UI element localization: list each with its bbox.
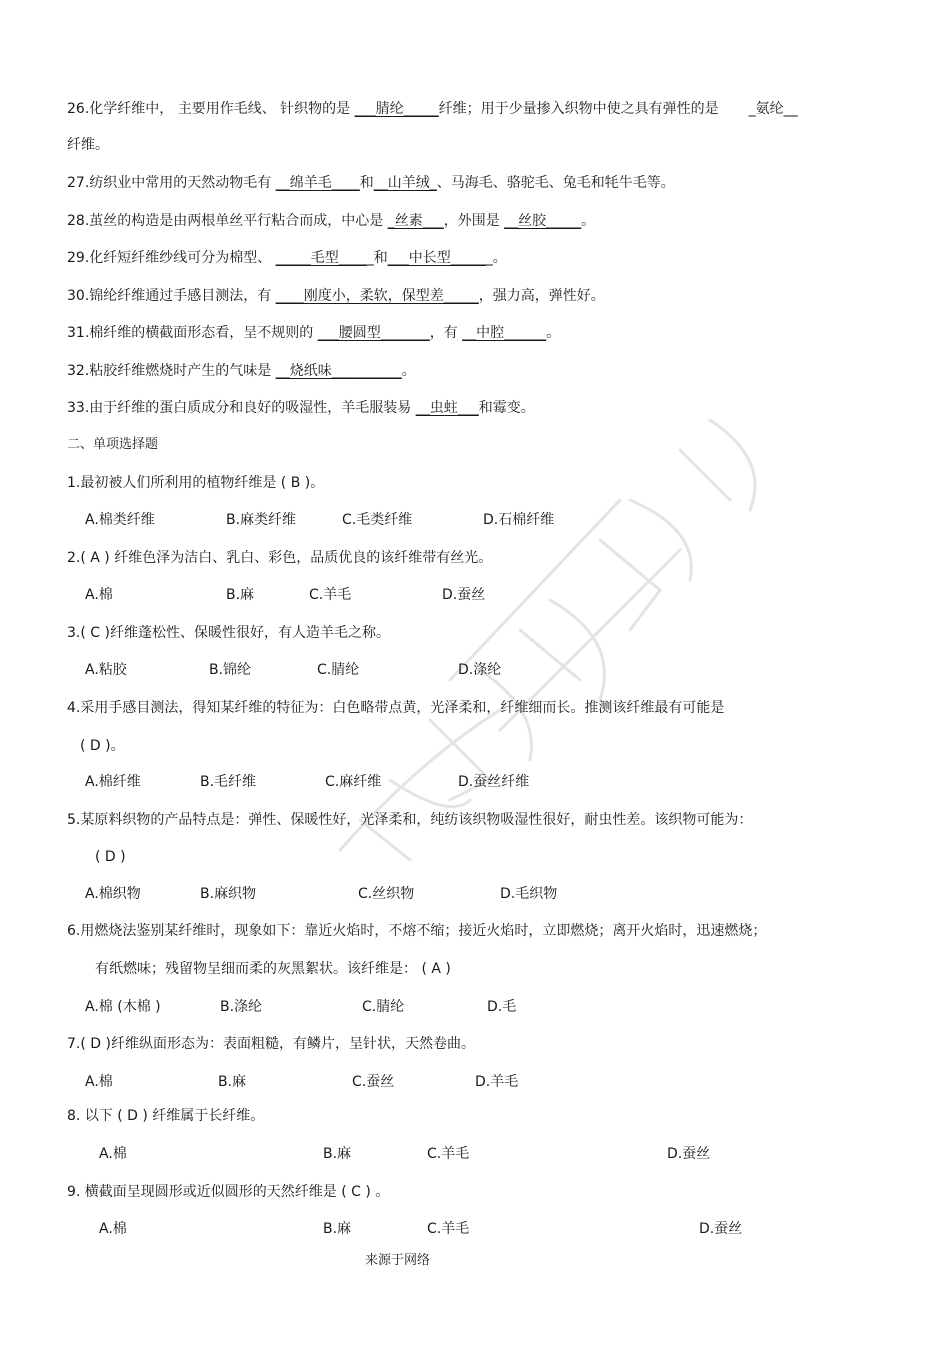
option-a: A.棉类纤维	[85, 512, 155, 528]
option-a: A.粘胶	[85, 662, 127, 678]
question-number: 31.	[67, 325, 90, 341]
option-a: A.棉	[99, 1221, 127, 1237]
fill-question-29	[67, 249, 507, 267]
answer-blank: _____毛型____	[275, 250, 367, 266]
choice-question-9: 9. 横截面呈现圆形或近似圆形的天然纤维是 ( C ) 。	[67, 1184, 390, 1200]
option-a: A.棉	[85, 1074, 113, 1090]
option-c: C.麻纤维	[325, 774, 382, 790]
fill-question-27	[67, 174, 675, 192]
answer-blank: __丝胶_____	[504, 213, 582, 229]
option-a: A.棉	[99, 1146, 127, 1162]
option-b: B.麻类纤维	[226, 512, 297, 528]
answer-blank: ____刚度小，柔软，保型差_____	[275, 288, 479, 304]
answer-blank: __虫蛀___	[415, 400, 479, 416]
question-text: 纤维。	[67, 137, 109, 153]
option-d: D.蚕丝	[667, 1146, 711, 1162]
question-number: 27.	[67, 175, 90, 191]
option-a: A.棉纤维	[85, 774, 141, 790]
question-text: 锦纶纤维通过手感目测法，有	[89, 288, 276, 304]
question-text: 、马海毛、骆驼毛、兔毛和牦牛毛等。	[436, 175, 675, 191]
option-b: B.麻	[323, 1146, 352, 1162]
fill-question-30	[67, 287, 605, 305]
option-c: C.羊毛	[427, 1221, 470, 1237]
question-number: 30.	[67, 288, 90, 304]
question-text: 纤维；用于少量掺入织物中使之具有弹性的是	[438, 101, 719, 117]
question-text: ，有	[429, 325, 463, 341]
option-d: D.蚕丝	[699, 1221, 743, 1237]
question-text: 棉纤维的横截面形态看，呈不规则的	[89, 325, 318, 341]
option-b: B.麻织物	[200, 886, 257, 902]
question-text: 粘胶纤维燃烧时产生的气味是	[89, 363, 276, 379]
fill-question-26	[67, 100, 798, 118]
option-d: D.羊毛	[475, 1074, 519, 1090]
option-d: D.毛织物	[500, 886, 558, 902]
question-text: _和	[366, 250, 388, 266]
answer-blank: _氨纶__	[748, 101, 798, 117]
choice-question-2: 2.( A ) 纤维色泽为洁白、乳白、彩色，品质优良的该纤维带有丝光。	[67, 550, 493, 566]
question-text: 和霉变。	[478, 400, 535, 416]
answer-blank: __绵羊毛____	[275, 175, 360, 191]
question-text: 化学纤维中， 主要用作毛线、 针织物的是	[89, 101, 355, 117]
answer-blank: ___腰圆型_______	[317, 325, 430, 341]
option-c: C.蚕丝	[352, 1074, 395, 1090]
page-footer: 来源于网络	[365, 1253, 431, 1268]
question-number: 26.	[67, 101, 90, 117]
question-number: 28.	[67, 213, 90, 229]
question-text: ，外围是	[443, 213, 505, 229]
question-text: 。	[401, 363, 416, 379]
option-c: C.腈纶	[362, 999, 405, 1015]
option-b: B.毛纤维	[200, 774, 257, 790]
fill-question-31	[67, 324, 560, 342]
fill-question-28	[67, 212, 595, 230]
option-b: B.麻	[218, 1074, 247, 1090]
option-d: D.石棉纤维	[483, 512, 555, 528]
question-number: 33.	[67, 400, 90, 416]
fill-question-32	[67, 362, 416, 380]
fill-question-26-cont	[67, 136, 109, 154]
option-b: B.涤纶	[220, 999, 263, 1015]
choice-question-5-answer: ( D )	[95, 849, 126, 865]
choice-question-6-cont: 有纸燃味；残留物呈细而柔的灰黑絮状。该纤维是： ( A )	[95, 961, 451, 977]
choice-question-4-answer: ( D )。	[80, 738, 125, 754]
answer-blank: __中腔______	[462, 325, 547, 341]
fill-question-33	[67, 399, 535, 417]
option-d: D.毛	[487, 999, 517, 1015]
option-b: B.锦纶	[209, 662, 252, 678]
answer-blank: __山羊绒_	[373, 175, 437, 191]
answer-blank: ___腈纶_____	[354, 101, 439, 117]
choice-question-6: 6.用燃烧法鉴别某纤维时，现象如下：靠近火焰时，不熔不缩；接近火焰时，立即燃烧；离开火焰时，迅速燃烧；	[67, 923, 767, 939]
choice-question-1: 1.最初被人们所利用的植物纤维是 ( B )。	[67, 475, 325, 491]
question-text: 。	[581, 213, 596, 229]
section-title: 二、单项选择题	[67, 437, 159, 452]
option-c: C.羊毛	[427, 1146, 470, 1162]
option-a: A.棉	[85, 587, 113, 603]
question-text: 茧丝的构造是由两根单丝平行粘合而成，中心是	[89, 213, 388, 229]
option-b: B.麻	[323, 1221, 352, 1237]
option-d: D.蚕丝	[442, 587, 486, 603]
question-text: 纺织业中常用的天然动物毛有	[89, 175, 276, 191]
answer-blank: __烧纸味__________	[275, 363, 402, 379]
question-text: ，强力高，弹性好。	[478, 288, 605, 304]
choice-question-8: 8. 以下 ( D ) 纤维属于长纤维。	[67, 1108, 265, 1124]
question-text: 。	[546, 325, 561, 341]
choice-question-5: 5.某原料织物的产品特点是：弹性、保暖性好，光泽柔和，纯纺该织物吸湿性很好，耐虫性差。该织物可能为：	[67, 812, 753, 828]
question-number: 29.	[67, 250, 90, 266]
question-text: 和	[359, 175, 374, 191]
option-b: B.麻	[226, 587, 255, 603]
choice-question-4: 4.采用手感目测法，得知某纤维的特征为：白色略带点黄，光泽柔和，纤维细而长。推测该纤维最有可能是	[67, 700, 725, 716]
option-c: C.丝织物	[358, 886, 415, 902]
choice-question-3: 3.( C )纤维蓬松性、保暖性很好，有人造羊毛之称。	[67, 625, 390, 641]
question-text: _。	[485, 250, 507, 266]
option-a: A.棉 (木棉 )	[85, 999, 161, 1015]
option-c: C.羊毛	[309, 587, 352, 603]
option-c: C.毛类纤维	[342, 512, 413, 528]
option-c: C.腈纶	[317, 662, 360, 678]
question-number: 32.	[67, 363, 90, 379]
answer-blank: _丝素___	[387, 213, 444, 229]
answer-blank: ___中长型_____	[387, 250, 486, 266]
option-d: D.涤纶	[458, 662, 502, 678]
choice-question-7: 7.( D )纤维纵面形态为：表面粗糙，有鳞片，呈针状，天然卷曲。	[67, 1036, 475, 1052]
option-a: A.棉织物	[85, 886, 141, 902]
option-d: D.蚕丝纤维	[458, 774, 530, 790]
question-text: 化纤短纤维纱线可分为棉型、	[89, 250, 276, 266]
question-text: 由于纤维的蛋白质成分和良好的吸湿性，羊毛服装易	[89, 400, 416, 416]
